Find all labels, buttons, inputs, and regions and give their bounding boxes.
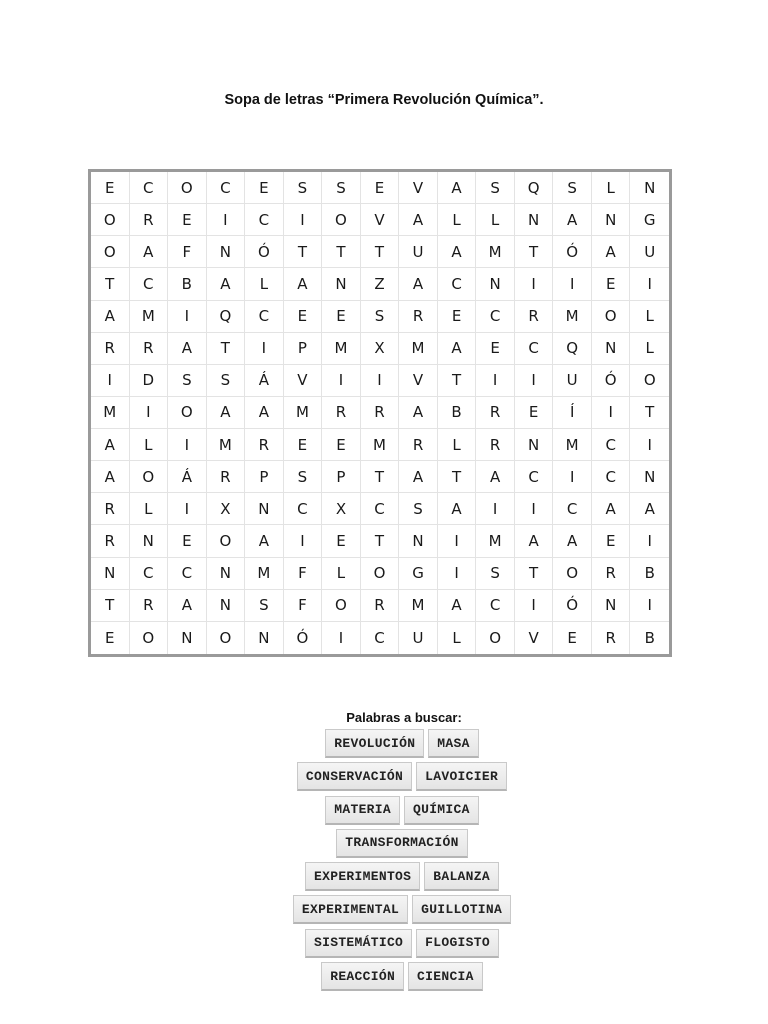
grid-cell: C xyxy=(515,333,554,365)
grid-cell: C xyxy=(245,301,284,333)
grid-cell: L xyxy=(630,333,669,365)
grid-cell: N xyxy=(515,429,554,461)
grid-cell: C xyxy=(130,268,169,300)
grid-cell: Ó xyxy=(592,365,631,397)
grid-cell: E xyxy=(168,525,207,557)
grid-cell: O xyxy=(361,558,400,590)
grid-cell: R xyxy=(515,301,554,333)
grid-cell: B xyxy=(630,558,669,590)
grid-cell: R xyxy=(130,204,169,236)
grid-cell: A xyxy=(91,429,130,461)
grid-cell: T xyxy=(361,236,400,268)
word-row xyxy=(0,729,768,758)
grid-cell: N xyxy=(476,268,515,300)
grid-cell: A xyxy=(438,333,477,365)
grid-cell: M xyxy=(361,429,400,461)
grid-cell: S xyxy=(361,301,400,333)
grid-cell: A xyxy=(245,397,284,429)
grid-cell: I xyxy=(476,493,515,525)
grid-cell: S xyxy=(207,365,246,397)
grid-cell: I xyxy=(515,590,554,622)
grid-cell: F xyxy=(284,590,323,622)
grid-cell: T xyxy=(438,365,477,397)
grid-cell: A xyxy=(91,461,130,493)
grid-cell: A xyxy=(284,268,323,300)
grid-cell: T xyxy=(361,461,400,493)
grid-cell: E xyxy=(592,525,631,557)
grid-cell: I xyxy=(91,365,130,397)
grid-cell: V xyxy=(399,172,438,204)
grid-cell: R xyxy=(361,397,400,429)
grid-cell: C xyxy=(476,590,515,622)
grid-cell: L xyxy=(130,493,169,525)
grid-cell: O xyxy=(322,204,361,236)
grid-cell: S xyxy=(322,172,361,204)
grid-cell: G xyxy=(399,558,438,590)
grid-cell: T xyxy=(322,236,361,268)
grid-cell: I xyxy=(515,493,554,525)
grid-cell: A xyxy=(399,268,438,300)
grid-cell: Á xyxy=(168,461,207,493)
letter-grid xyxy=(91,172,669,654)
grid-cell: S xyxy=(284,461,323,493)
word-tag: TRANSFORMACIÓN xyxy=(336,829,467,858)
grid-cell: I xyxy=(168,493,207,525)
grid-cell: A xyxy=(630,493,669,525)
grid-cell: E xyxy=(284,429,323,461)
grid-cell: A xyxy=(438,493,477,525)
grid-cell: A xyxy=(399,204,438,236)
grid-cell: M xyxy=(245,558,284,590)
grid-cell: R xyxy=(399,429,438,461)
grid-cell: O xyxy=(130,622,169,654)
grid-cell: M xyxy=(553,429,592,461)
grid-cell: U xyxy=(399,236,438,268)
grid-cell: O xyxy=(553,558,592,590)
grid-cell: E xyxy=(476,333,515,365)
grid-cell: Í xyxy=(553,397,592,429)
grid-cell: E xyxy=(168,204,207,236)
grid-cell: C xyxy=(130,558,169,590)
word-tag: REACCIÓN xyxy=(321,962,404,991)
word-search-grid xyxy=(88,169,672,657)
grid-cell: L xyxy=(630,301,669,333)
grid-cell: V xyxy=(284,365,323,397)
grid-cell: S xyxy=(168,365,207,397)
word-tag: QUÍMICA xyxy=(404,796,479,825)
grid-cell: E xyxy=(322,429,361,461)
grid-cell: C xyxy=(284,493,323,525)
grid-cell: N xyxy=(399,525,438,557)
grid-cell: O xyxy=(322,590,361,622)
grid-cell: O xyxy=(207,525,246,557)
grid-cell: I xyxy=(438,525,477,557)
grid-cell: N xyxy=(245,622,284,654)
grid-cell: B xyxy=(168,268,207,300)
grid-cell: R xyxy=(91,493,130,525)
grid-cell: A xyxy=(207,268,246,300)
grid-cell: M xyxy=(207,429,246,461)
grid-cell: T xyxy=(91,268,130,300)
grid-cell: Á xyxy=(245,365,284,397)
grid-cell: M xyxy=(284,397,323,429)
grid-cell: E xyxy=(515,397,554,429)
grid-cell: I xyxy=(476,365,515,397)
grid-cell: Ó xyxy=(284,622,323,654)
word-tag: LAVOICIER xyxy=(416,762,507,791)
grid-cell: N xyxy=(322,268,361,300)
grid-cell: L xyxy=(130,429,169,461)
grid-cell: C xyxy=(476,301,515,333)
grid-cell: T xyxy=(438,461,477,493)
grid-cell: M xyxy=(91,397,130,429)
grid-cell: A xyxy=(592,493,631,525)
grid-cell: Z xyxy=(361,268,400,300)
grid-cell: N xyxy=(592,333,631,365)
grid-cell: I xyxy=(630,268,669,300)
word-tag: REVOLUCIÓN xyxy=(325,729,424,758)
grid-cell: E xyxy=(91,622,130,654)
grid-cell: N xyxy=(245,493,284,525)
grid-cell: L xyxy=(592,172,631,204)
grid-cell: O xyxy=(630,365,669,397)
grid-cell: I xyxy=(245,333,284,365)
grid-cell: I xyxy=(207,204,246,236)
grid-cell: R xyxy=(592,558,631,590)
grid-cell: X xyxy=(361,333,400,365)
grid-cell: I xyxy=(322,622,361,654)
grid-cell: I xyxy=(284,204,323,236)
word-list xyxy=(0,729,768,995)
grid-cell: I xyxy=(284,525,323,557)
word-tag: EXPERIMENTAL xyxy=(293,895,408,924)
grid-cell: N xyxy=(130,525,169,557)
grid-cell: B xyxy=(644,628,655,647)
grid-cell: V xyxy=(361,204,400,236)
grid-cell: A xyxy=(168,590,207,622)
grid-cell: A xyxy=(168,333,207,365)
grid-cell: R xyxy=(476,429,515,461)
grid-cell: C xyxy=(361,493,400,525)
grid-cell: C xyxy=(592,461,631,493)
grid-cell: C xyxy=(592,429,631,461)
grid-cell: N xyxy=(207,558,246,590)
grid-cell: I xyxy=(630,525,669,557)
grid-cell: S xyxy=(476,172,515,204)
grid-cell: E xyxy=(361,172,400,204)
word-row xyxy=(0,929,768,958)
grid-cell: Q xyxy=(207,301,246,333)
grid-cell: M xyxy=(399,590,438,622)
grid-cell: B xyxy=(438,397,477,429)
grid-cell: P xyxy=(322,461,361,493)
grid-cell: A xyxy=(438,590,477,622)
grid-cell: R xyxy=(91,333,130,365)
grid-cell: Q xyxy=(515,172,554,204)
grid-cell: N xyxy=(592,590,631,622)
word-row xyxy=(0,762,768,791)
grid-cell: S xyxy=(245,590,284,622)
grid-cell: Ó xyxy=(553,590,592,622)
grid-cell: I xyxy=(130,397,169,429)
grid-cell: R xyxy=(399,301,438,333)
grid-cell: N xyxy=(91,558,130,590)
grid-cell: A xyxy=(553,204,592,236)
grid-cell: E xyxy=(245,172,284,204)
grid-cell: A xyxy=(438,236,477,268)
word-tag: MATERIA xyxy=(325,796,400,825)
grid-cell: I xyxy=(553,268,592,300)
grid-cell: A xyxy=(91,301,130,333)
grid-cell: R xyxy=(130,333,169,365)
grid-cell: L xyxy=(438,622,477,654)
grid-cell: O xyxy=(168,172,207,204)
grid-cell: U xyxy=(630,236,669,268)
grid-cell: T xyxy=(630,397,669,429)
grid-cell: O xyxy=(476,622,515,654)
grid-cell: M xyxy=(553,301,592,333)
grid-cell: Q xyxy=(553,333,592,365)
grid-cell: O xyxy=(130,461,169,493)
word-tag: SISTEMÁTICO xyxy=(305,929,412,958)
grid-cell: O xyxy=(91,236,130,268)
grid-cell: E xyxy=(553,622,592,654)
grid-cell: T xyxy=(361,525,400,557)
grid-cell: L xyxy=(322,558,361,590)
grid-cell: N xyxy=(168,622,207,654)
grid-cell: S xyxy=(284,172,323,204)
grid-cell: D xyxy=(130,365,169,397)
grid-cell: T xyxy=(515,558,554,590)
grid-cell: S xyxy=(553,172,592,204)
grid-cell: A xyxy=(399,397,438,429)
grid-cell: E xyxy=(91,172,130,204)
word-tag: BALANZA xyxy=(424,862,499,891)
grid-cell: I xyxy=(515,268,554,300)
grid-cell: T xyxy=(284,236,323,268)
grid-cell: A xyxy=(245,525,284,557)
grid-cell: F xyxy=(168,236,207,268)
grid-cell: N xyxy=(592,204,631,236)
grid-cell: O xyxy=(168,397,207,429)
grid-cell: Ó xyxy=(553,236,592,268)
grid-cell: R xyxy=(476,397,515,429)
word-tag: EXPERIMENTOS xyxy=(305,862,420,891)
grid-cell: A xyxy=(130,236,169,268)
word-tag: CONSERVACIÓN xyxy=(297,762,412,791)
grid-cell: R xyxy=(361,590,400,622)
grid-cell: C xyxy=(361,622,400,654)
grid-cell: F xyxy=(284,558,323,590)
grid-cell: E xyxy=(322,525,361,557)
grid-cell: S xyxy=(399,493,438,525)
grid-cell: I xyxy=(630,590,669,622)
grid-cell: I xyxy=(322,365,361,397)
grid-cell: A xyxy=(515,525,554,557)
word-row xyxy=(0,895,768,924)
grid-cell: E xyxy=(438,301,477,333)
grid-cell: O xyxy=(91,204,130,236)
grid-cell: R xyxy=(207,461,246,493)
grid-cell: E xyxy=(284,301,323,333)
grid-cell: T xyxy=(91,590,130,622)
word-row xyxy=(0,829,768,858)
grid-cell: C xyxy=(515,461,554,493)
grid-cell: C xyxy=(438,268,477,300)
grid-cell: X xyxy=(322,493,361,525)
grid-cell: R xyxy=(91,525,130,557)
grid-cell: N xyxy=(630,461,669,493)
grid-cell: R xyxy=(245,429,284,461)
grid-cell: U xyxy=(553,365,592,397)
grid-cell: R xyxy=(322,397,361,429)
grid-cell: C xyxy=(168,558,207,590)
grid-cell: C xyxy=(245,204,284,236)
grid-cell: A xyxy=(207,397,246,429)
grid-cell: M xyxy=(476,236,515,268)
word-tag: FLOGISTO xyxy=(416,929,499,958)
grid-cell: M xyxy=(322,333,361,365)
grid-cell: I xyxy=(592,397,631,429)
grid-cell: T xyxy=(207,333,246,365)
grid-cell: M xyxy=(476,525,515,557)
grid-cell: L xyxy=(245,268,284,300)
word-tag: CIENCIA xyxy=(408,962,483,991)
grid-cell: M xyxy=(399,333,438,365)
grid-cell: M xyxy=(130,301,169,333)
grid-cell: N xyxy=(515,204,554,236)
grid-cell: C xyxy=(130,172,169,204)
grid-cell: O xyxy=(207,622,246,654)
grid-cell: Ó xyxy=(245,236,284,268)
grid-cell: I xyxy=(168,429,207,461)
grid-cell: A xyxy=(476,461,515,493)
grid-cell: I xyxy=(361,365,400,397)
grid-cell: V xyxy=(399,365,438,397)
word-tag: MASA xyxy=(428,729,478,758)
word-tag: GUILLOTINA xyxy=(412,895,511,924)
grid-cell: R xyxy=(130,590,169,622)
grid-cell: P xyxy=(245,461,284,493)
grid-cell: A xyxy=(553,525,592,557)
grid-cell: N xyxy=(630,172,669,204)
grid-cell: L xyxy=(476,204,515,236)
grid-cell: C xyxy=(553,493,592,525)
grid-cell: E xyxy=(592,268,631,300)
grid-cell: G xyxy=(630,204,669,236)
grid-cell: R xyxy=(592,622,631,654)
word-row xyxy=(0,862,768,891)
words-heading: Palabras a buscar: xyxy=(346,710,462,725)
grid-cell: N xyxy=(207,236,246,268)
grid-cell: C xyxy=(207,172,246,204)
grid-cell: S xyxy=(476,558,515,590)
grid-cell: X xyxy=(207,493,246,525)
grid-cell: N xyxy=(207,590,246,622)
grid-cell: A xyxy=(438,172,477,204)
grid-cell: I xyxy=(630,429,669,461)
grid-cell: I xyxy=(553,461,592,493)
grid-cell: A xyxy=(399,461,438,493)
grid-cell: V xyxy=(515,622,554,654)
word-row xyxy=(0,796,768,825)
word-row xyxy=(0,962,768,991)
grid-cell: I xyxy=(515,365,554,397)
grid-cell: L xyxy=(438,429,477,461)
grid-cell: A xyxy=(592,236,631,268)
grid-cell: E xyxy=(322,301,361,333)
grid-cell: P xyxy=(284,333,323,365)
page-title: Sopa de letras “Primera Revolución Química”. xyxy=(224,92,544,108)
grid-cell: I xyxy=(168,301,207,333)
grid-cell: L xyxy=(438,204,477,236)
grid-cell: U xyxy=(399,622,438,654)
grid-cell: I xyxy=(438,558,477,590)
grid-cell: O xyxy=(592,301,631,333)
grid-cell: T xyxy=(515,236,554,268)
